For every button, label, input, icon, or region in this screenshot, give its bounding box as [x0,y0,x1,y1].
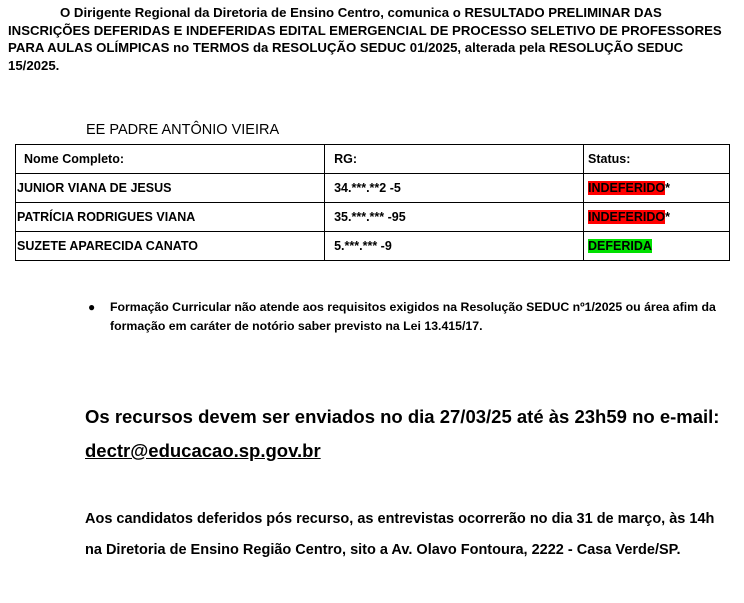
status-badge: INDEFERIDO [588,181,666,195]
candidate-rg: 35.***.*** -95 [325,203,584,232]
header-rg: RG: [325,145,584,174]
table-row [16,203,730,232]
candidate-name: SUZETE APARECIDA CANATO [16,232,325,261]
table-row [16,232,730,261]
status-badge: INDEFERIDO [588,210,666,224]
announcement-paragraph: O Dirigente Regional da Diretoria de Ensino Centro, comunica o RESULTADO PRELIMINAR DAS INSCRIÇÕES DEFERIDAS E INDEFERIDAS EDITAL EMERGENCIAL DE PROCESSO SELETIVO DE PROFESSORES PARA AULAS OLÍMPICAS no TERMOS da RESOLUÇÃO SEDUC 01/2025, alterada pela RESOLUÇÃO SEDUC 15/2025. [8,5,722,73]
candidate-status [584,203,730,232]
status-footnote-mark: * [665,181,670,195]
interview-notice: Aos candidatos deferidos pós recurso, as entrevistas ocorrerão no dia 31 de março, às 14h na Diretoria de Ensino Região Centro, sito a Av. Olavo Fontoura, 2222 - Casa Verde/SP. [85,511,715,558]
appeal-notice [85,400,735,468]
header-status: Status: [584,145,730,174]
table-row [16,174,730,203]
appeal-text: Os recursos devem ser enviados no dia 27/03/25 até às 23h59 no e-mail: [85,406,720,427]
candidate-rg: 5.***.*** -9 [325,232,584,261]
footnote-text: Formação Curricular não atende aos requisitos exigidos na Resolução SEDUC nº1/2025 ou área afim da formação em caráter de notório saber previsto na Lei 13.415/17. [110,300,716,333]
footnote [88,298,744,336]
table-header-row [16,145,730,174]
candidate-status [584,232,730,261]
status-footnote-mark: * [665,210,670,224]
status-badge: DEFERIDA [588,239,652,253]
candidate-name: JUNIOR VIANA DE JESUS [16,174,325,203]
bullet-icon: ● [88,300,96,314]
school-name: EE PADRE ANTÔNIO VIEIRA [86,122,280,138]
results-table [15,144,730,261]
candidate-rg: 34.***.**2 -5 [325,174,584,203]
header-name: Nome Completo: [16,145,325,174]
candidate-name: PATRÍCIA RODRIGUES VIANA [16,203,325,232]
appeal-email-link[interactable]: dectr@educacao.sp.gov.br [85,440,321,461]
candidate-status [584,174,730,203]
